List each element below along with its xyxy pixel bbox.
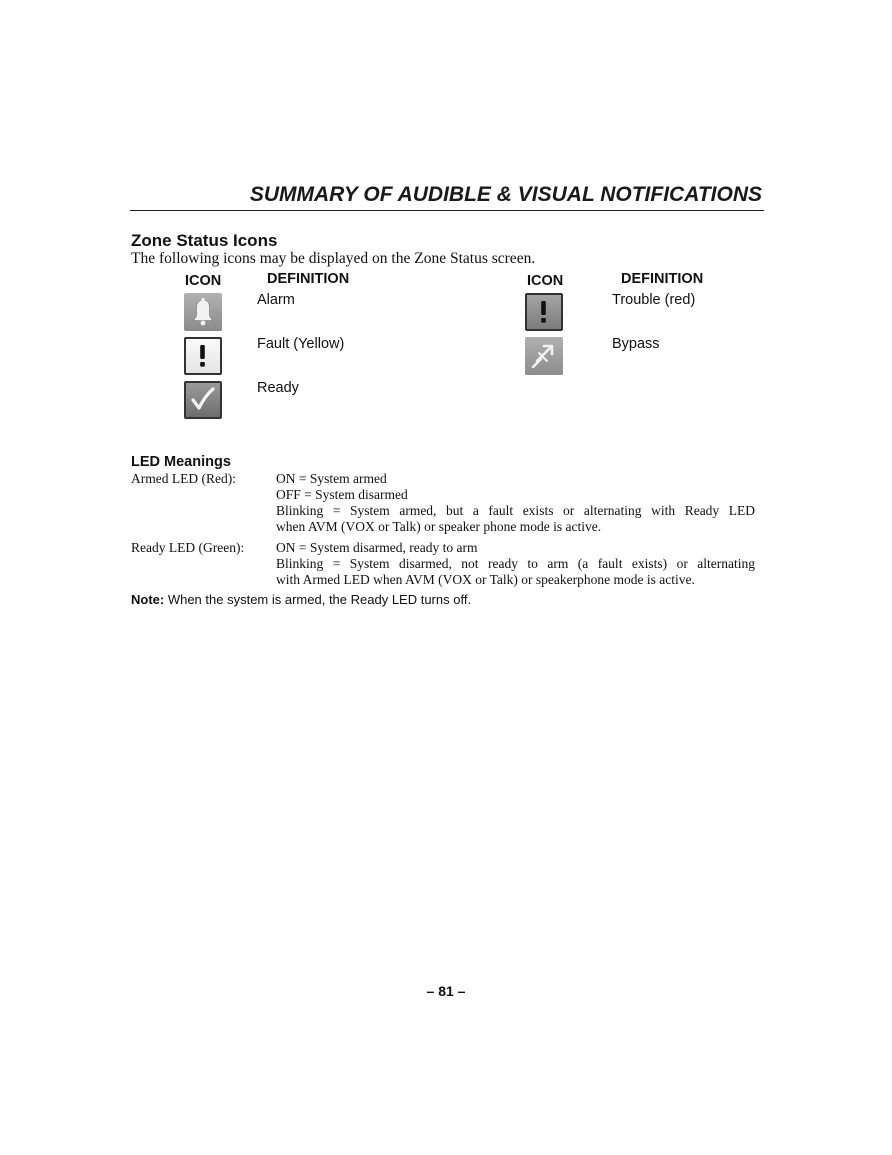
note-label: Note: xyxy=(131,592,165,607)
armed-led-blinking: Blinking = System armed, but a fault exists or alternating with Ready LED xyxy=(276,503,755,518)
note-text: When the system is armed, the Ready LED turns off. xyxy=(164,592,472,607)
armed-led-off: OFF = System disarmed xyxy=(276,487,408,502)
column-header-icon-left: ICON xyxy=(185,273,222,289)
column-header-definition-right: DEFINITION xyxy=(621,271,704,287)
ready-led-blinking-cont: with Armed LED when AVM (VOX or Talk) or speakerphone mode is active. xyxy=(276,572,695,587)
zone-status-heading: Zone Status Icons xyxy=(131,231,278,250)
exclamation-icon xyxy=(525,293,563,331)
ready-led-label: Ready LED (Green): xyxy=(131,540,245,555)
definition-alarm: Alarm xyxy=(257,292,295,308)
ready-led-on: ON = System disarmed, ready to arm xyxy=(276,540,478,555)
note xyxy=(131,592,471,607)
checkmark-icon xyxy=(184,381,222,419)
title-rule xyxy=(130,210,764,211)
definition-ready: Ready xyxy=(257,380,299,396)
column-header-icon-right: ICON xyxy=(527,273,564,289)
ready-led-blinking: Blinking = System disarmed, not ready to arm (a fault exists) or alternating xyxy=(276,556,755,571)
armed-led-on: ON = System armed xyxy=(276,471,387,486)
page-title: SUMMARY OF AUDIBLE & VISUAL NOTIFICATIONS xyxy=(249,183,762,206)
exclamation-icon xyxy=(184,337,222,375)
bypass-icon xyxy=(525,337,563,375)
zone-status-intro: The following icons may be displayed on the Zone Status screen. xyxy=(131,250,536,267)
page-number: – 81 – xyxy=(426,983,466,999)
definition-fault: Fault (Yellow) xyxy=(257,336,345,352)
bell-icon xyxy=(184,293,222,331)
armed-led-label: Armed LED (Red): xyxy=(131,471,236,486)
definition-bypass: Bypass xyxy=(612,336,660,352)
definition-trouble: Trouble (red) xyxy=(612,292,696,308)
armed-led-blinking-cont: when AVM (VOX or Talk) or speaker phone mode is active. xyxy=(276,519,602,534)
column-header-definition-left: DEFINITION xyxy=(267,271,350,287)
led-meanings-heading: LED Meanings xyxy=(131,454,231,470)
